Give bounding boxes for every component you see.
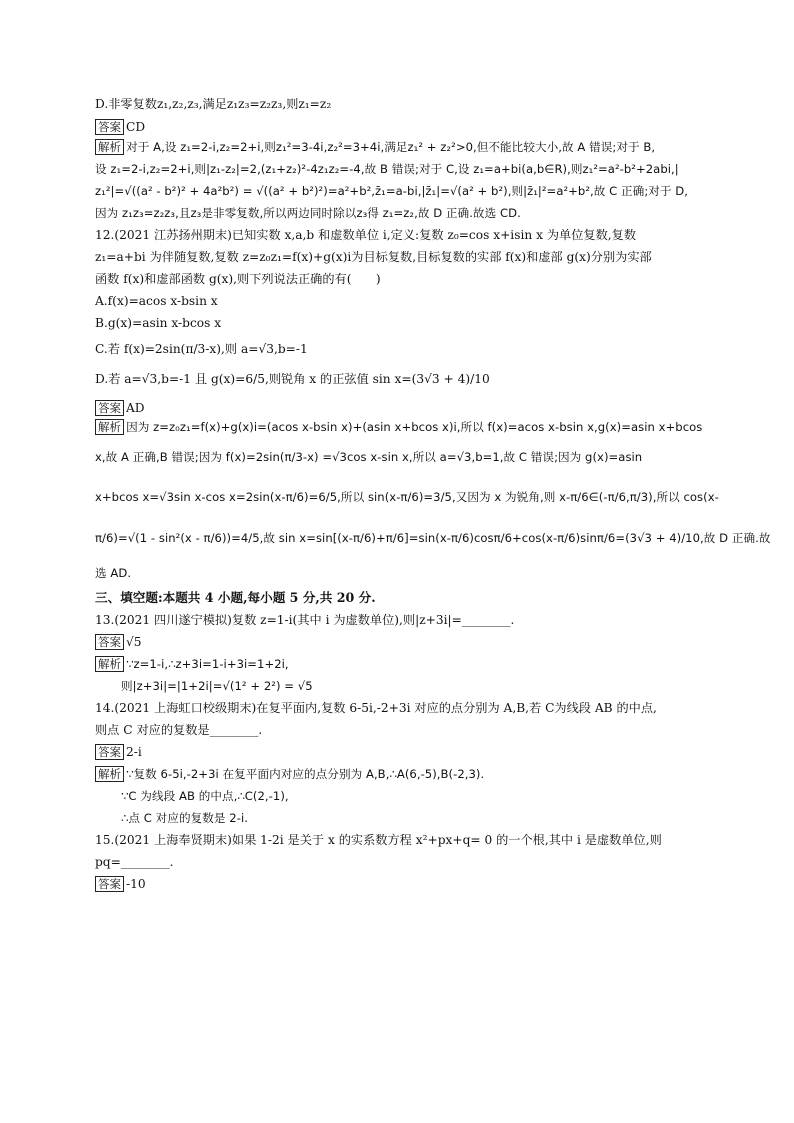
q11-option-d: D.非零复数z₁,z₂,z₃,满足z₁z₃=z₂z₃,则z₁=z₂ <box>95 97 332 111</box>
analysis-label: 解析 <box>95 656 124 672</box>
answer-label: 答案 <box>95 119 124 135</box>
analysis-label: 解析 <box>95 419 124 435</box>
q12-option-c: C.若 f(x)=2sin(π/3-x),则 a=√3,b=-1 <box>95 342 308 356</box>
q12-analysis-4: π/6)=√(1 - sin²(x - π/6))=4/5,故 sin x=sin[(x-π/6)+π/6]=sin(x-π/6)cosπ/6+cos(x-π/6)sinπ/6=(3√3 + 4)/10,故 D 正确.故 <box>95 531 771 545</box>
analysis-label: 解析 <box>95 766 124 782</box>
answer-label: 答案 <box>95 400 124 416</box>
q14-analysis-1: 解析 ∵复数 6-5i,-2+3i 在复平面内对应的点分别为 A,B,∴A(6,-5),B(-2,3). <box>95 763 707 785</box>
q14-stem-2: 则点 C 对应的复数是________. <box>95 723 263 737</box>
q14-answer <box>95 741 707 763</box>
q13-analysis-1: 解析 ∵z=1-i,∴z+3i=1-i+3i=1+2i, <box>95 653 707 675</box>
section-heading: 三、填空题:本题共 4 小题,每小题 5 分,共 20 分. <box>95 590 376 605</box>
answer-value: √5 <box>126 635 142 649</box>
q12-stem-3: 函数 f(x)和虚部函数 g(x),则下列说法正确的有( ) <box>95 272 381 286</box>
q14-analysis-3: ∴点 C 对应的复数是 2-i. <box>121 811 248 825</box>
answer-label: 答案 <box>95 634 124 650</box>
q13-stem: 13.(2021 四川遂宁模拟)复数 z=1-i(其中 i 为虚数单位),则|z+3i|=________. <box>95 613 515 627</box>
answer-value: AD <box>126 401 145 415</box>
answer-value: -10 <box>126 877 146 891</box>
q14-analysis-2: ∵C 为线段 AB 的中点,∴C(2,-1), <box>121 789 289 803</box>
q11-analysis-4: 因为 z₁z₃=z₂z₃,且z₃是非零复数,所以两边同时除以z₃得 z₁=z₂,故 D 正确.故选 CD. <box>95 206 521 220</box>
answer-label: 答案 <box>95 876 124 892</box>
q12-stem-1: 12.(2021 江苏扬州期末)已知实数 x,a,b 和虚数单位 i,定义:复数 z₀=cos x+isin x 为单位复数,复数 <box>95 228 637 242</box>
q12-stem-2: z₁=a+bi 为伴随复数,复数 z=z₀z₁=f(x)+g(x)i为目标复数,目标复数的实部 f(x)和虚部 g(x)分别为实部 <box>95 250 652 264</box>
q12-option-d: D.若 a=√3,b=-1 且 g(x)=6/5,则锐角 x 的正弦值 sin x=(3√3 + 4)/10 <box>95 372 490 386</box>
answer-label: 答案 <box>95 744 124 760</box>
q12-option-b: B.g(x)=asin x-bcos x <box>95 316 222 330</box>
q12-analysis-2: x,故 A 正确,B 错误;因为 f(x)=2sin(π/3-x) =√3cos x-sin x,所以 a=√3,b=1,故 C 错误;因为 g(x)=asin <box>95 450 643 464</box>
q15-stem-2: pq=________. <box>95 855 174 869</box>
q12-analysis-1: 解析 因为 z=z₀z₁=f(x)+g(x)i=(acos x-bsin x)+(asin x+bcos x)i,所以 f(x)=acos x-bsin x,g(x)=asin x+bcos <box>95 417 707 437</box>
q11-analysis-2: 设 z₁=2-i,z₂=2+i,则|z₁-z₂|=2,(z₁+z₂)²-4z₁z₂=-4,故 B 错误;对于 C,设 z₁=a+bi(a,b∈R),则z₁²=a²-b²+2abi,| <box>95 162 679 176</box>
q12-analysis-5: 选 AD. <box>95 566 132 580</box>
answer-value: 2-i <box>126 745 142 759</box>
q13-analysis-2: 则|z+3i|=|1+2i|=√(1² + 2²) = √5 <box>121 679 313 693</box>
q11-analysis-3: z₁²|=√((a² - b²)² + 4a²b²) = √((a² + b²)²)=a²+b²,z̄₁=a-bi,|z̄₁|=√(a² + b²),则|z̄₁|²=a²+b²,故 C 正确;对于 D, <box>95 184 689 198</box>
q12-analysis-3: x+bcos x=√3sin x-cos x=2sin(x-π/6)=6/5,所以 sin(x-π/6)=3/5,又因为 x 为锐角,则 x-π/6∈(-π/6,π/3),所以 cos(x- <box>95 490 719 504</box>
q15-answer <box>95 873 707 895</box>
q11-analysis-1: 解析 对于 A,设 z₁=2-i,z₂=2+i,则z₁²=3-4i,z₂²=3+4i,满足z₁² + z₂²>0,但不能比较大小,故 A 错误;对于 B, <box>95 136 707 158</box>
answer-value: CD <box>126 120 146 134</box>
q11-answer <box>95 119 707 136</box>
q12-answer <box>95 400 707 417</box>
q15-stem-1: 15.(2021 上海奉贤期末)如果 1-2i 是关于 x 的实系数方程 x²+px+q= 0 的一个根,其中 i 是虚数单位,则 <box>95 833 662 847</box>
q12-option-a: A.f(x)=acos x-bsin x <box>95 294 218 308</box>
worksheet-page <box>95 96 771 895</box>
analysis-label: 解析 <box>95 139 124 155</box>
q14-stem-1: 14.(2021 上海虹口校级期末)在复平面内,复数 6-5i,-2+3i 对应的点分别为 A,B,若 C为线段 AB 的中点, <box>95 701 657 715</box>
q13-answer <box>95 631 707 653</box>
